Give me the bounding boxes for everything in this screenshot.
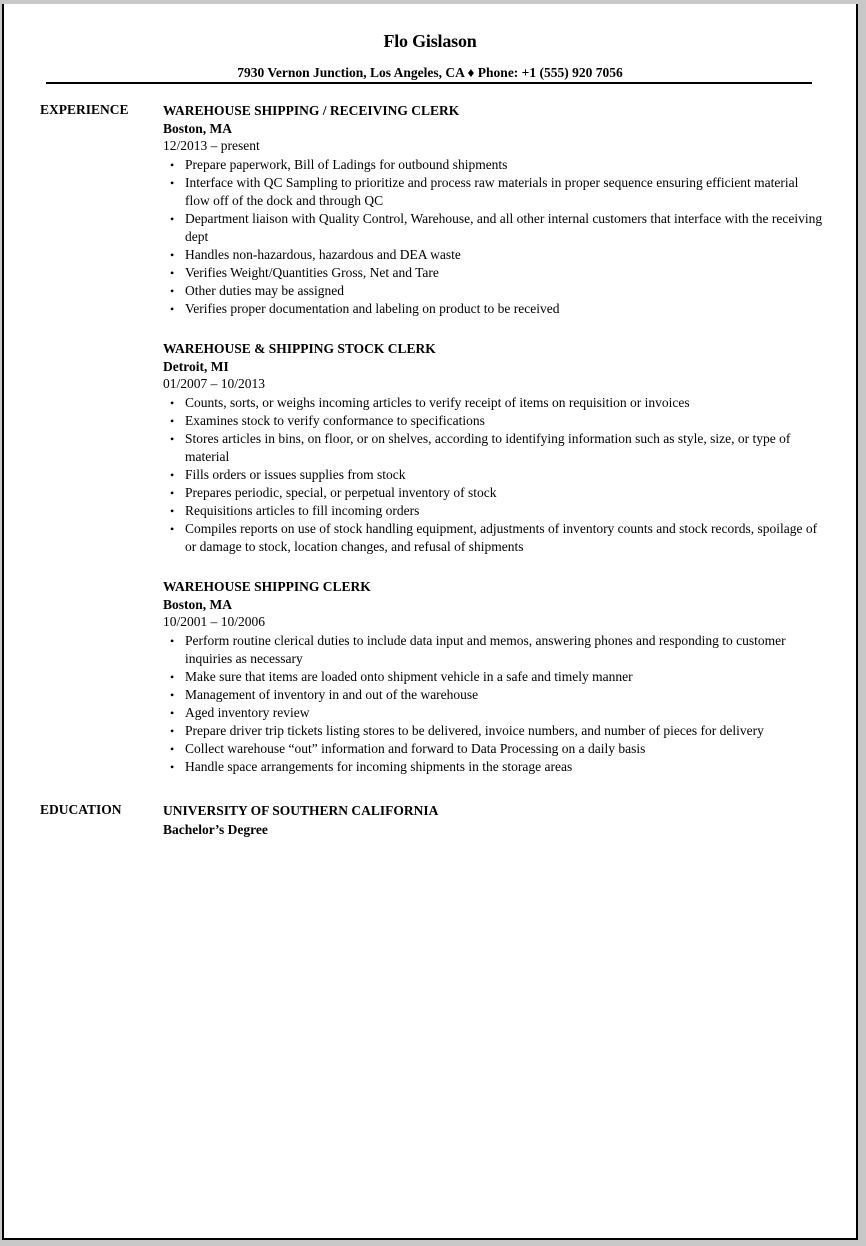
job-location: Detroit, MI	[163, 359, 229, 374]
job-dates: 12/2013 – present	[163, 138, 260, 153]
school-name: UNIVERSITY OF SOUTHERN CALIFORNIA	[163, 803, 439, 818]
bullet-item: • Verifies proper documentation and labeling on product to be received	[163, 300, 823, 318]
bullet-item: • Make sure that items are loaded onto shipment vehicle in a safe and timely manner	[163, 668, 823, 686]
bullet-item: • Prepare driver trip tickets listing stores to be delivered, invoice numbers, and number of pieces for delivery	[163, 722, 823, 740]
bullet-item: • Aged inventory review	[163, 704, 823, 722]
bullet-item: • Prepare paperwork, Bill of Ladings for outbound shipments	[163, 156, 823, 174]
job-dates: 01/2007 – 10/2013	[163, 376, 266, 391]
bullet-item: • Interface with QC Sampling to prioritize and process raw materials in proper sequence ensuring efficient material flow off of the dock and through QC	[163, 174, 823, 210]
resume-page	[2, 4, 858, 1240]
section-label-experience: EXPERIENCE	[40, 102, 129, 117]
degree: Bachelor’s Degree	[163, 822, 268, 837]
job-title: WAREHOUSE SHIPPING / RECEIVING CLERK	[163, 103, 460, 118]
job-dates: 10/2001 – 10/2006	[163, 614, 266, 629]
job-title: WAREHOUSE & SHIPPING STOCK CLERK	[163, 341, 436, 356]
header-divider	[46, 82, 812, 84]
section-label-education: EDUCATION	[40, 802, 122, 817]
bullet-item: • Prepares periodic, special, or perpetual inventory of stock	[163, 484, 823, 502]
bullet-item: • Other duties may be assigned	[163, 282, 823, 300]
bullet-item: • Handle space arrangements for incoming shipments in the storage areas	[163, 758, 823, 776]
bullet-item: • Verifies Weight/Quantities Gross, Net and Tare	[163, 264, 823, 282]
job-location: Boston, MA	[163, 597, 233, 612]
job-bullets	[163, 632, 823, 776]
contact-line: 7930 Vernon Junction, Los Angeles, CA ♦ Phone: +1 (555) 920 7056	[237, 65, 623, 80]
job-bullets	[163, 394, 823, 556]
job-bullets	[163, 156, 823, 318]
bullet-item: • Requisitions articles to fill incoming orders	[163, 502, 823, 520]
bullet-item: • Collect warehouse “out” information and forward to Data Processing on a daily basis	[163, 740, 823, 758]
bullet-item: • Counts, sorts, or weighs incoming articles to verify receipt of items on requisition or invoices	[163, 394, 823, 412]
job-location: Boston, MA	[163, 121, 233, 136]
bullet-item: • Management of inventory in and out of the warehouse	[163, 686, 823, 704]
bullet-item: • Compiles reports on use of stock handling equipment, adjustments of inventory counts and stock records, spoilage of or damage to stock, location changes, and refusal of shipments	[163, 520, 823, 556]
job-title: WAREHOUSE SHIPPING CLERK	[163, 579, 371, 594]
bullet-item: • Examines stock to verify conformance to specifications	[163, 412, 823, 430]
bullet-item: • Perform routine clerical duties to include data input and memos, answering phones and responding to customer inquiries as necessary	[163, 632, 823, 668]
bullet-item: • Fills orders or issues supplies from stock	[163, 466, 823, 484]
bullet-item: • Department liaison with Quality Control, Warehouse, and all other internal customers that interface with the receiving dept	[163, 210, 823, 246]
bullet-item: • Handles non-hazardous, hazardous and DEA waste	[163, 246, 823, 264]
bullet-item: • Stores articles in bins, on floor, or on shelves, according to identifying information such as style, size, or type of material	[163, 430, 823, 466]
candidate-name: Flo Gislason	[383, 31, 477, 51]
